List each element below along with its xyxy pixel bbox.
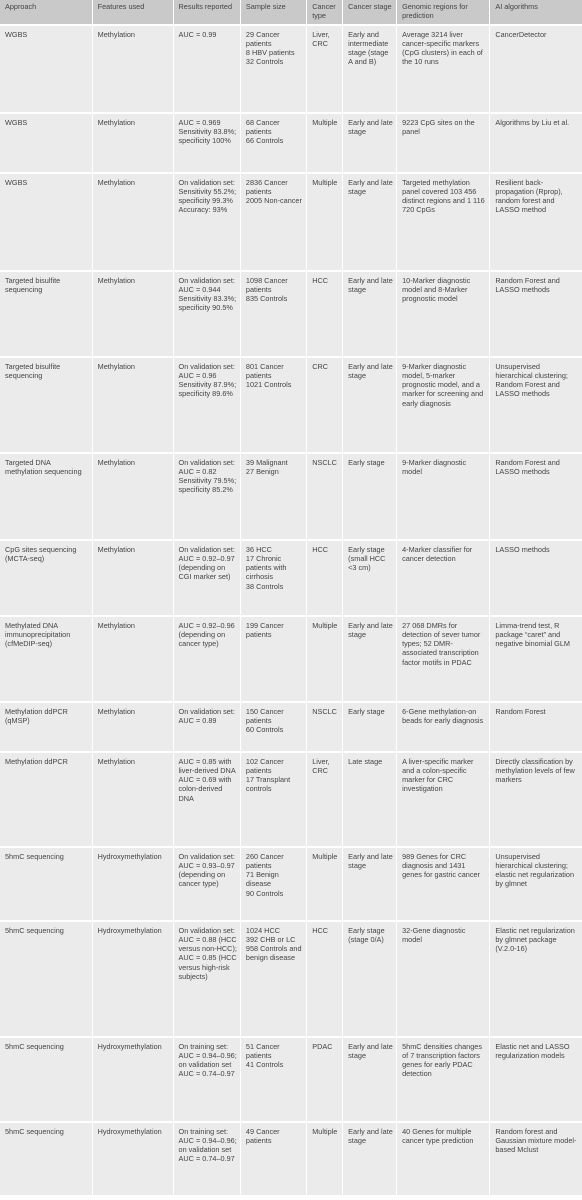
- cell-features-used: Methylation: [92, 357, 173, 453]
- cell-approach: Methylation ddPCR: [0, 752, 92, 847]
- table-row: [0, 357, 582, 453]
- cell-sample-size: 1098 Cancer patients 835 Controls: [240, 271, 306, 357]
- cell-sample-size: 36 HCC 17 Chronic patients with cirrhosis 38 Controls: [240, 540, 306, 616]
- header-sample-size: Sample size: [240, 0, 306, 25]
- cell-results-reported: On validation set: AUC = 0.944 Sensitivity 83.3%; specificity 90.5%: [173, 271, 240, 357]
- cell-genomic-regions: 32-Gene diagnostic model: [397, 921, 490, 1037]
- cell-approach: Methylation ddPCR (qMSP): [0, 702, 92, 752]
- header-row: [0, 0, 582, 25]
- cell-genomic-regions: 10-Marker diagnostic model and 8-Marker prognostic model: [397, 271, 490, 357]
- cell-ai-algorithms: Elastic net and LASSO regularization models: [490, 1037, 582, 1122]
- cell-approach: Targeted bisulfite sequencing: [0, 271, 92, 357]
- cell-sample-size: 29 Cancer patients 8 HBV patients 32 Controls: [240, 25, 306, 113]
- cell-ai-algorithms: Unsupervised hierarchical clustering; elastic net regularization by glmnet: [490, 847, 582, 921]
- cell-approach: WGBS: [0, 173, 92, 271]
- header-approach: Approach: [0, 0, 92, 25]
- cell-results-reported: On validation set: AUC = 0.89: [173, 702, 240, 752]
- cell-approach: Targeted DNA methylation sequencing: [0, 453, 92, 540]
- cell-approach: 5hmC sequencing: [0, 847, 92, 921]
- cell-ai-algorithms: Limma-trend test, R package “caret” and negative binomial GLM: [490, 616, 582, 702]
- cell-cancer-type: NSCLC: [307, 702, 343, 752]
- cell-approach: Methylated DNA immunoprecipitation (cfMeDIP-seq): [0, 616, 92, 702]
- cell-cancer-type: PDAC: [307, 1037, 343, 1122]
- table-row: [0, 847, 582, 921]
- cell-sample-size: 68 Cancer patients 66 Controls: [240, 113, 306, 173]
- cell-ai-algorithms: Random Forest and LASSO methods: [490, 271, 582, 357]
- cell-cancer-stage: Early and late stage: [343, 113, 397, 173]
- cell-cancer-stage: Early and late stage: [343, 357, 397, 453]
- cell-approach: 5hmC sequencing: [0, 1037, 92, 1122]
- header-results-reported: Results reported: [173, 0, 240, 25]
- cell-cancer-stage: Early and intermediate stage (stage A and B): [343, 25, 397, 113]
- cell-approach: Targeted bisulfite sequencing: [0, 357, 92, 453]
- cell-cancer-type: Multiple: [307, 616, 343, 702]
- cell-sample-size: 49 Cancer patients: [240, 1122, 306, 1195]
- table-header: [0, 0, 582, 25]
- cell-approach: CpG sites sequencing (MCTA-seq): [0, 540, 92, 616]
- cell-features-used: Hydroxymethylation: [92, 1122, 173, 1195]
- cell-results-reported: On validation set: AUC = 0.96 Sensitivity 87.9%; specificity 89.6%: [173, 357, 240, 453]
- cell-results-reported: AUC = 0.85 with liver-derived DNA AUC = 0.69 with colon-derived DNA: [173, 752, 240, 847]
- header-features-used: Features used: [92, 0, 173, 25]
- cell-genomic-regions: 989 Genes for CRC diagnosis and 1431 genes for gastric cancer: [397, 847, 490, 921]
- cell-genomic-regions: 9223 CpG sites on the panel: [397, 113, 490, 173]
- cell-approach: WGBS: [0, 25, 92, 113]
- cell-features-used: Methylation: [92, 702, 173, 752]
- cell-cancer-stage: Early and late stage: [343, 847, 397, 921]
- cell-cancer-type: Multiple: [307, 847, 343, 921]
- cell-cancer-stage: Early and late stage: [343, 271, 397, 357]
- cell-ai-algorithms: Random forest and Gaussian mixture model-based Mclust: [490, 1122, 582, 1195]
- cell-sample-size: 39 Malignant 27 Benign: [240, 453, 306, 540]
- cell-ai-algorithms: CancerDetector: [490, 25, 582, 113]
- cell-results-reported: AUC = 0.99: [173, 25, 240, 113]
- cell-sample-size: 102 Cancer patients 17 Transplant controls: [240, 752, 306, 847]
- table-row: [0, 173, 582, 271]
- cell-ai-algorithms: Random Forest and LASSO methods: [490, 453, 582, 540]
- cell-ai-algorithms: Elastic net regularization by glmnet package (V.2.0-16): [490, 921, 582, 1037]
- cell-features-used: Methylation: [92, 616, 173, 702]
- table-row: [0, 271, 582, 357]
- cell-cancer-stage: Early and late stage: [343, 1122, 397, 1195]
- table-row: [0, 1122, 582, 1195]
- table-row: [0, 25, 582, 113]
- cell-cancer-stage: Early and late stage: [343, 616, 397, 702]
- table-row: [0, 752, 582, 847]
- table-row: [0, 616, 582, 702]
- cell-results-reported: On training set: AUC = 0.94–0.96; on validation set AUC = 0.74–0.97: [173, 1122, 240, 1195]
- cell-cancer-stage: Early stage: [343, 702, 397, 752]
- cell-cancer-stage: Early stage: [343, 453, 397, 540]
- header-cancer-type: Cancer type: [307, 0, 343, 25]
- cell-features-used: Methylation: [92, 173, 173, 271]
- table-row: [0, 540, 582, 616]
- cell-cancer-type: Multiple: [307, 1122, 343, 1195]
- cell-genomic-regions: Average 3214 liver cancer-specific markers (CpG clusters) in each of the 10 runs: [397, 25, 490, 113]
- cell-cancer-stage: Late stage: [343, 752, 397, 847]
- cell-genomic-regions: 5hmC densities changes of 7 transcription factors genes for early PDAC detection: [397, 1037, 490, 1122]
- cell-ai-algorithms: Resilient back-propagation (Rprop), random forest and LASSO method: [490, 173, 582, 271]
- cell-cancer-type: Multiple: [307, 113, 343, 173]
- cell-genomic-regions: 40 Genes for multiple cancer type prediction: [397, 1122, 490, 1195]
- cell-cancer-type: NSCLC: [307, 453, 343, 540]
- cell-cancer-type: Multiple: [307, 173, 343, 271]
- table-row: [0, 702, 582, 752]
- cell-approach: 5hmC sequencing: [0, 921, 92, 1037]
- cell-genomic-regions: 6-Gene methylation-on beads for early diagnosis: [397, 702, 490, 752]
- cell-features-used: Hydroxymethylation: [92, 1037, 173, 1122]
- cell-cancer-type: CRC: [307, 357, 343, 453]
- cell-features-used: Methylation: [92, 271, 173, 357]
- table-row: [0, 921, 582, 1037]
- cell-ai-algorithms: Unsupervised hierarchical clustering; Random Forest and LASSO methods: [490, 357, 582, 453]
- cell-genomic-regions: A liver-specific marker and a colon-specific marker for CRC investigation: [397, 752, 490, 847]
- cell-ai-algorithms: Algorithms by Liu et al.: [490, 113, 582, 173]
- cell-cancer-stage: Early and late stage: [343, 173, 397, 271]
- cell-results-reported: On validation set: AUC = 0.82 Sensitivity 79.5%; specificity 85.2%: [173, 453, 240, 540]
- cell-genomic-regions: Targeted methylation panel covered 103 456 distinct regions and 1 116 720 CpGs: [397, 173, 490, 271]
- cell-features-used: Methylation: [92, 25, 173, 113]
- cell-results-reported: On validation set: Sensitivity 55.2%; specificity 99.3% Accuracy: 93%: [173, 173, 240, 271]
- cell-results-reported: On validation set: AUC = 0.88 (HCC versus non-HCC); AUC = 0.85 (HCC versus high-risk subjects): [173, 921, 240, 1037]
- cell-genomic-regions: 27 068 DMRs for detection of sever tumor types; 52 DMR-associated transcription factor motifs in PDAC: [397, 616, 490, 702]
- cell-cancer-stage: Early and late stage: [343, 1037, 397, 1122]
- cell-results-reported: On validation set: AUC = 0.92–0.97 (depending on CGI marker set): [173, 540, 240, 616]
- header-ai-algorithms: AI algorithms: [490, 0, 582, 25]
- cell-features-used: Methylation: [92, 453, 173, 540]
- table-row: [0, 1037, 582, 1122]
- cell-cancer-type: HCC: [307, 271, 343, 357]
- cell-results-reported: AUC = 0.92–0.96 (depending on cancer type): [173, 616, 240, 702]
- cell-cancer-type: Liver, CRC: [307, 752, 343, 847]
- cell-results-reported: On validation set: AUC = 0.93–0.97 (depending on cancer type): [173, 847, 240, 921]
- cell-ai-algorithms: Directly classification by methylation levels of few markers: [490, 752, 582, 847]
- cell-cancer-stage: Early stage (small HCC <3 cm): [343, 540, 397, 616]
- cell-genomic-regions: 9-Marker diagnostic model: [397, 453, 490, 540]
- cell-results-reported: On training set: AUC = 0.94–0.96; on validation set AUC = 0.74–0.97: [173, 1037, 240, 1122]
- cell-features-used: Methylation: [92, 540, 173, 616]
- cell-features-used: Hydroxymethylation: [92, 847, 173, 921]
- cell-cancer-type: HCC: [307, 921, 343, 1037]
- table-row: [0, 113, 582, 173]
- header-genomic-regions: Genomic regions for prediction: [397, 0, 490, 25]
- cell-sample-size: 150 Cancer patients 60 Controls: [240, 702, 306, 752]
- cell-genomic-regions: 9-Marker diagnostic model, 5-marker prognostic model, and a marker for screening and early diagnosis: [397, 357, 490, 453]
- cell-cancer-stage: Early stage (stage 0/A): [343, 921, 397, 1037]
- cell-genomic-regions: 4-Marker classifier for cancer detection: [397, 540, 490, 616]
- header-cancer-stage: Cancer stage: [343, 0, 397, 25]
- cell-sample-size: 51 Cancer patients 41 Controls: [240, 1037, 306, 1122]
- cell-ai-algorithms: LASSO methods: [490, 540, 582, 616]
- cell-cancer-type: Liver, CRC: [307, 25, 343, 113]
- cell-features-used: Methylation: [92, 113, 173, 173]
- cell-ai-algorithms: Random Forest: [490, 702, 582, 752]
- cell-sample-size: 199 Cancer patients: [240, 616, 306, 702]
- cell-sample-size: 801 Cancer patients 1021 Controls: [240, 357, 306, 453]
- table-row: [0, 453, 582, 540]
- cell-sample-size: 1024 HCC 392 CHB or LC 958 Controls and benign disease: [240, 921, 306, 1037]
- cell-approach: 5hmC sequencing: [0, 1122, 92, 1195]
- cell-results-reported: AUC = 0.969 Sensitivity 83.8%; specificity 100%: [173, 113, 240, 173]
- cell-sample-size: 260 Cancer patients 71 Benign disease 90 Controls: [240, 847, 306, 921]
- cell-approach: WGBS: [0, 113, 92, 173]
- cell-cancer-type: HCC: [307, 540, 343, 616]
- cell-features-used: Methylation: [92, 752, 173, 847]
- cell-features-used: Hydroxymethylation: [92, 921, 173, 1037]
- cell-sample-size: 2836 Cancer patients 2005 Non-cancer: [240, 173, 306, 271]
- table-body: [0, 25, 582, 1195]
